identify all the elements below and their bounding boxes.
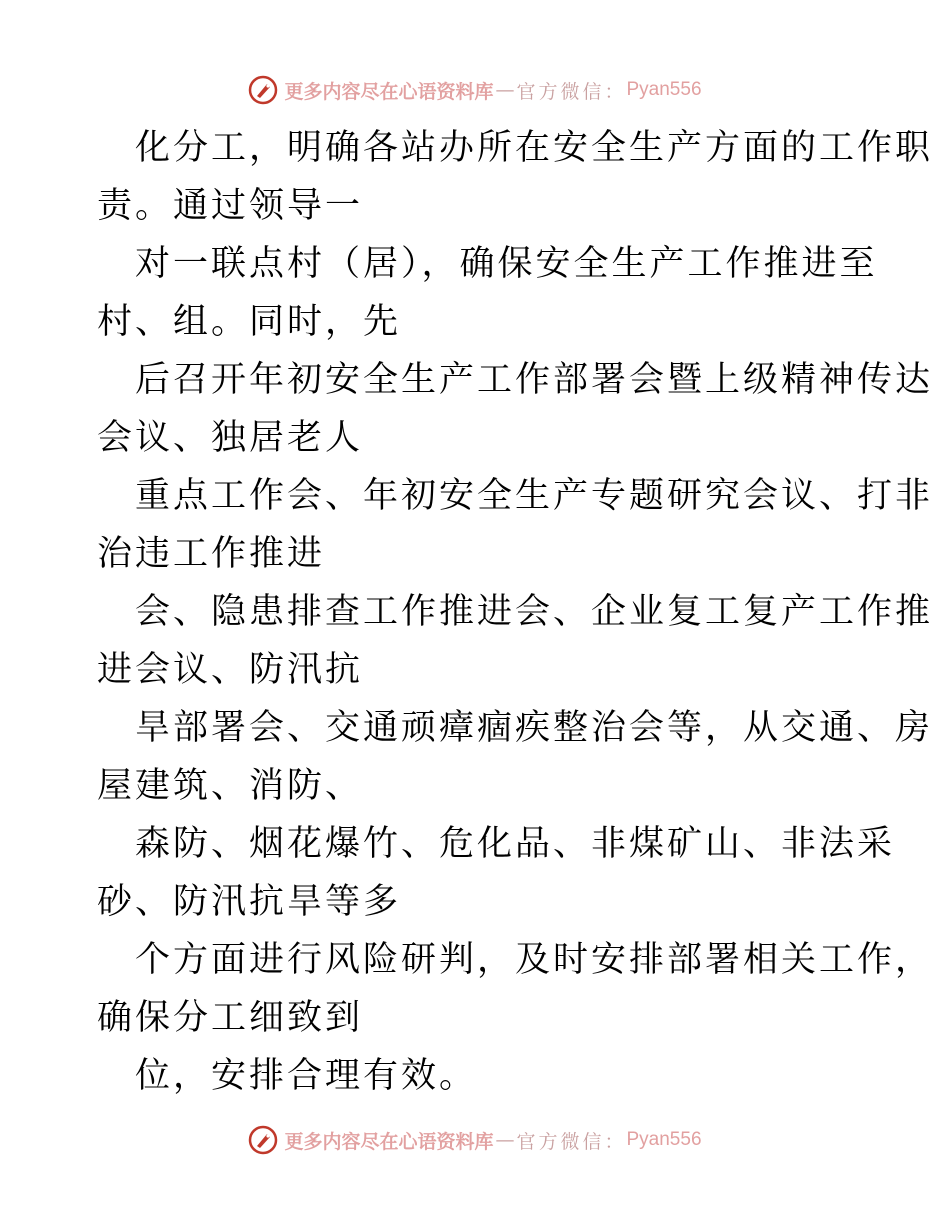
body-line-4: 村、组。同时，先 bbox=[97, 302, 402, 342]
header-promo-text: 更多内容尽在心语资料库 bbox=[284, 80, 494, 103]
body-line-12: 屋建筑、消防、 bbox=[97, 766, 364, 806]
body-line-8: 治违工作推进 bbox=[97, 534, 326, 574]
body-line-1: 化分工，明确各站办所在安全生产方面的工作职 bbox=[135, 128, 934, 168]
footer-separator: — bbox=[495, 1129, 515, 1151]
body-line-16: 确保分工细致到 bbox=[97, 998, 364, 1038]
body-line-9: 会、隐患排查工作推进会、企业复工复产工作推 bbox=[135, 592, 934, 632]
body-line-14: 砂、防汛抗旱等多 bbox=[97, 882, 402, 922]
body-line-10: 进会议、防汛抗 bbox=[97, 650, 364, 690]
footer-promo-text: 更多内容尽在心语资料库 bbox=[284, 1130, 494, 1153]
body-line-5: 后召开年初安全生产工作部署会暨上级精神传达 bbox=[135, 360, 934, 400]
pen-nib-logo-icon bbox=[248, 75, 278, 105]
document-body bbox=[97, 119, 934, 1105]
footer-banner bbox=[0, 1120, 950, 1160]
footer-wechat-id: Pyan556 bbox=[626, 1129, 702, 1150]
body-line-3: 对一联点村（居），确保安全生产工作推进至 bbox=[135, 244, 878, 284]
header-banner bbox=[0, 70, 950, 110]
body-line-6: 会议、独居老人 bbox=[97, 418, 364, 458]
header-separator: — bbox=[495, 79, 515, 101]
body-line-11: 旱部署会、交通顽瘴痼疾整治会等，从交通、房 bbox=[135, 708, 934, 748]
footer-wechat-label: 官方微信： bbox=[516, 1130, 627, 1153]
header-wechat-label: 官方微信： bbox=[516, 80, 627, 103]
body-line-15: 个方面进行风险研判，及时安排部署相关工作， bbox=[135, 940, 934, 980]
body-line-17: 位，安排合理有效。 bbox=[135, 1056, 478, 1096]
body-line-7: 重点工作会、年初安全生产专题研究会议、打非 bbox=[135, 476, 934, 516]
body-line-2: 责。通过领导一 bbox=[97, 186, 364, 226]
header-wechat-id: Pyan556 bbox=[626, 79, 702, 100]
pen-nib-logo-icon bbox=[248, 1125, 278, 1155]
body-line-13: 森防、烟花爆竹、危化品、非煤矿山、非法采 bbox=[135, 824, 896, 864]
